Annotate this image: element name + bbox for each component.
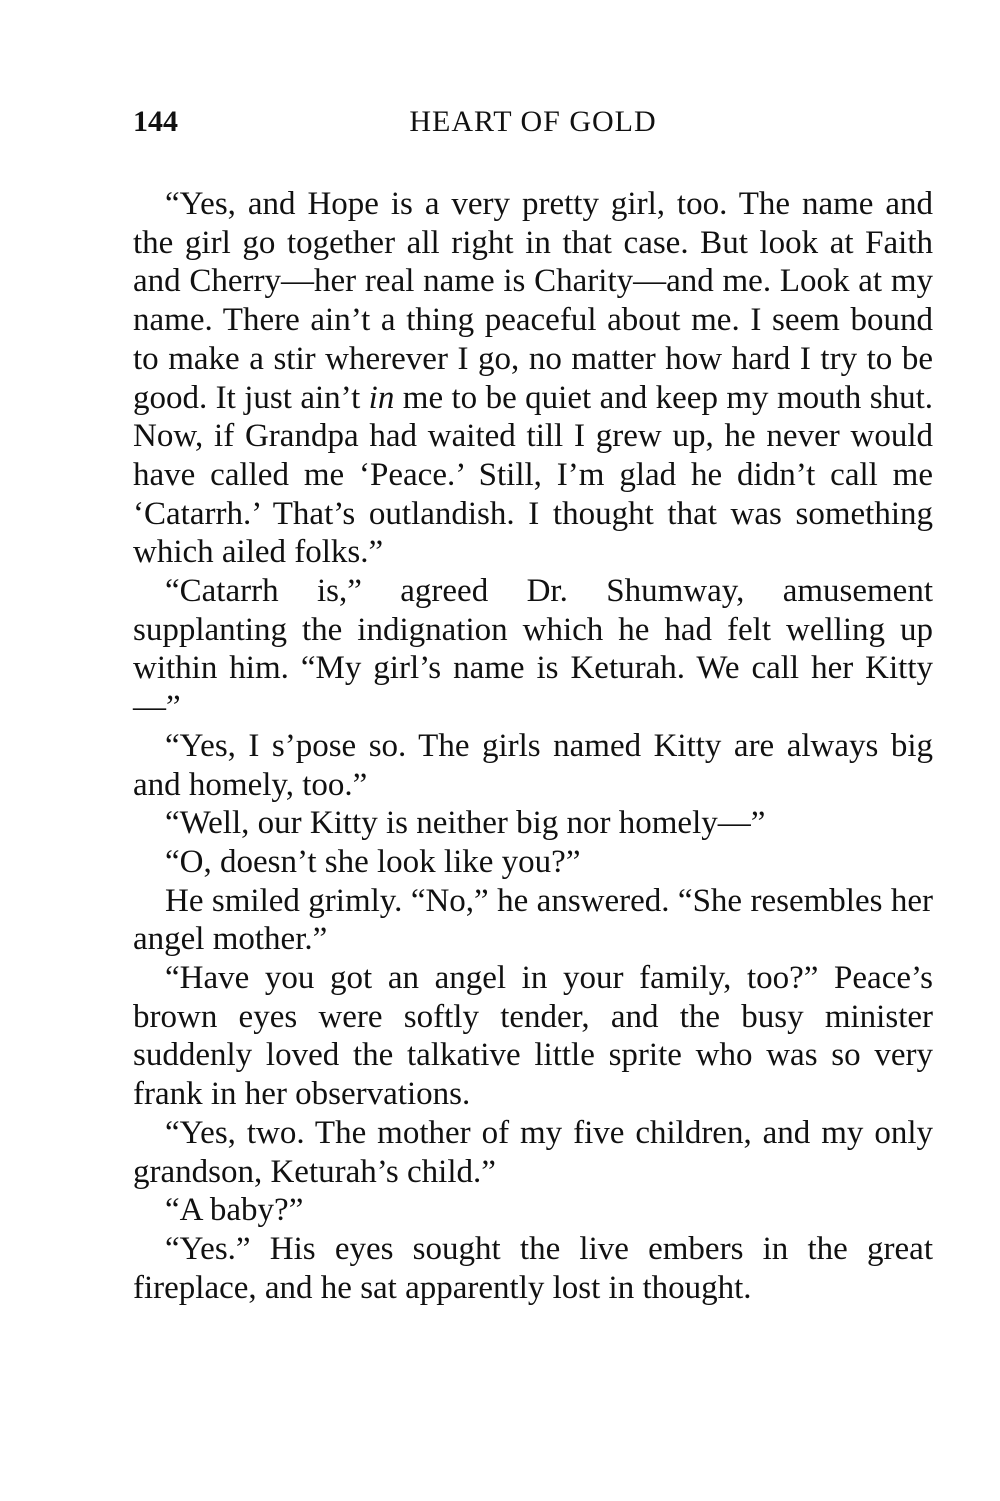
paragraph-text: me to be quiet and keep my mouth shut. Now, if Grandpa had waited till I grew up, he never would have called me ‘Peace.’ Still, I’m glad he didn’t call me ‘Catarrh.’ That’s outlandish. I thought that was something which ailed folks.” [133, 379, 933, 571]
body-text [133, 185, 933, 1307]
paragraph-text: “Yes, and Hope is a very pretty girl, too. The name and the girl go together all right in that case. But look at Faith and Cherry—her real name is Charity—and me. Look at my name. There ain’t a thing peaceful about me. I seem bound to make a stir wherever I go, no matter how hard I try to be good. It just ain’t [133, 186, 933, 416]
paragraph [133, 185, 933, 572]
paragraph: “A baby?” [165, 1192, 304, 1229]
page-number: 144 [133, 105, 178, 138]
paragraph: He smiled grimly. “No,” he answered. “She resembles her angel mother.” [133, 882, 933, 958]
book-title: HEART OF GOLD [409, 105, 657, 138]
paragraph: “Yes, two. The mother of my five children, and my only grandson, Keturah’s child.” [133, 1114, 933, 1190]
paragraph: “Yes, I s’pose so. The girls named Kitty are always big and homely, too.” [133, 727, 933, 803]
running-head [133, 102, 933, 142]
paragraph: “O, doesn’t she look like you?” [165, 843, 581, 880]
italic-emphasis: in [368, 379, 395, 416]
paragraph: “Yes.” His eyes sought the live embers in the great fireplace, and he sat apparently lost in thought. [133, 1230, 933, 1306]
paragraph: “Well, our Kitty is neither big nor homely—” [165, 805, 766, 842]
paragraph: “Have you got an angel in your family, too?” Peace’s brown eyes were softly tender, and the busy minister suddenly loved the talkative little sprite who was so very frank in her observations. [133, 960, 933, 1113]
paragraph: “Catarrh is,” agreed Dr. Shumway, amusement supplanting the indignation which he had felt welling up within him. “My girl’s name is Keturah. We call her Kitty—” [133, 573, 933, 726]
